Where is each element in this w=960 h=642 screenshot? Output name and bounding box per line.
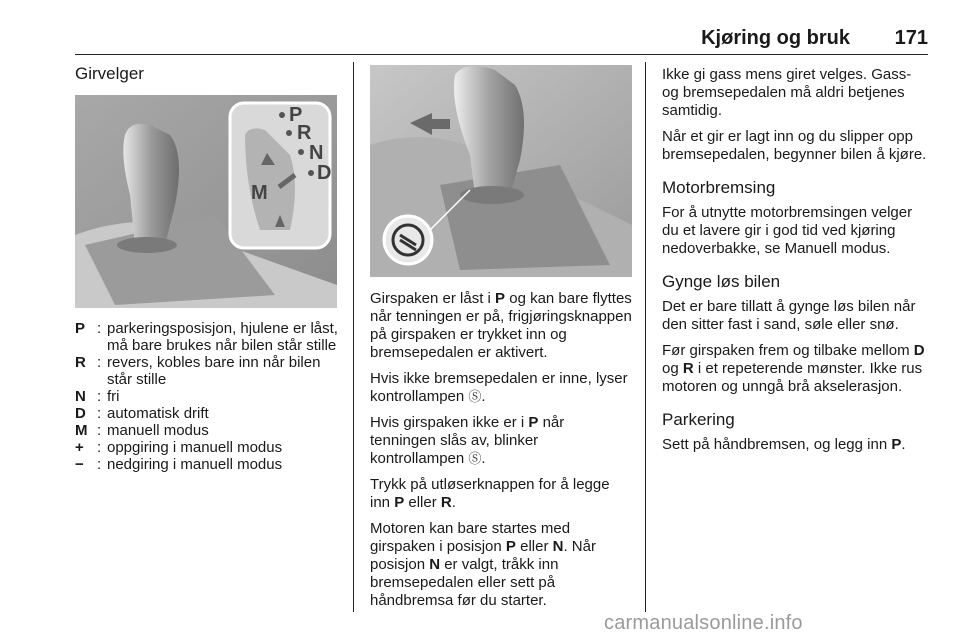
text: Trykk på utløserknappen for å legge inn (370, 476, 610, 511)
legend-colon: : (97, 405, 102, 422)
legend-desc: manuell modus (107, 422, 209, 439)
legend-row (75, 422, 343, 439)
gear-p: P (505, 538, 516, 555)
legend-key: M (75, 422, 88, 439)
column-divider-2 (645, 62, 646, 612)
paragraph: For å utnytte motorbremsingen velger du et lavere gir i god tid ved kjøring nedoverbakke, se Manuell modus. (662, 204, 913, 257)
middle-column (370, 290, 632, 618)
legend-row (75, 354, 343, 388)
gear-r: R (682, 360, 694, 377)
watermark: carmanualsonline.info (604, 612, 803, 634)
paragraph (370, 476, 632, 512)
right-column (662, 66, 930, 462)
gear-p: P (495, 290, 506, 307)
legend-colon: : (97, 456, 102, 473)
text: . (481, 450, 486, 467)
heading-parkering: Parkering (662, 410, 735, 429)
text: Hvis girspaken ikke er i (370, 414, 529, 431)
text: . (481, 388, 486, 405)
release-button-figure (370, 65, 632, 277)
heading-motorbremsing: Motorbremsing (662, 178, 776, 197)
gear-r: R (440, 494, 452, 511)
text: Sett på håndbremsen, og legg inn (662, 436, 892, 453)
page-number: 171 (894, 27, 928, 49)
gear-p: P (891, 436, 902, 453)
text: i et repeterende mønster. Ikke rus motoren og unngå brå akselerasjon. (662, 360, 923, 395)
text: når tenningen slås av, blinker kontrollampen (370, 414, 565, 467)
text: Girspaken er låst i (370, 290, 496, 307)
legend-colon: : (97, 354, 102, 371)
shift-label-n: N (309, 142, 324, 164)
legend-colon: : (97, 320, 102, 337)
text: eller (404, 494, 441, 511)
paragraph: Ikke gi gass mens giret velges. Gass- og bremsepedalen må aldri betjenes samtidig. (662, 66, 912, 119)
legend-key: + (75, 439, 84, 456)
legend-row (75, 439, 343, 456)
column-divider-1 (353, 62, 354, 612)
paragraph (370, 414, 632, 468)
paragraph (662, 342, 930, 396)
shift-label-r: R (297, 122, 312, 144)
paragraph (370, 290, 632, 362)
legend-desc: automatisk drift (107, 405, 209, 422)
legend-colon: : (97, 439, 102, 456)
gear-selector-figure (75, 95, 337, 308)
gear-p: P (394, 494, 405, 511)
text: Motoren kan bare startes med girspaken i posisjon (370, 520, 571, 555)
legend-row (75, 456, 343, 473)
paragraph: Når et gir er lagt inn og du slipper opp bremsepedalen, begynner bilen å kjøre. (662, 128, 927, 163)
text: . (451, 494, 456, 511)
text: er valgt, tråkk inn bremsepedalen eller sett på håndbremsa før du starter. (370, 556, 559, 609)
brake-warning-icon: Ⓢ (468, 451, 482, 466)
text: . Når posisjon (370, 538, 596, 573)
section-title-girvelger: Girvelger (75, 64, 144, 83)
legend-row (75, 405, 343, 422)
shift-label-m: M (251, 182, 268, 204)
legend-key: N (75, 388, 86, 405)
paragraph: Det er bare tillatt å gynge løs bilen når den sitter fast i sand, søle eller snø. (662, 298, 916, 333)
header-rule (75, 54, 928, 55)
text: Hvis ikke bremsepedalen er inne, lyser kontrollampen (370, 370, 628, 405)
gear-legend (75, 320, 343, 473)
shift-label-d: D (317, 162, 332, 184)
gear-n: N (552, 538, 564, 555)
legend-desc: revers, kobles bare inn når bilen står stille (107, 354, 321, 388)
text: og kan bare flyttes når tenningen er på, frigjøringsknappen på girspaken er trykket inn og bremsepedalen er aktivert. (370, 290, 632, 361)
legend-desc: oppgiring i manuell modus (107, 439, 283, 456)
legend-desc: parkeringsposisjon, hjulene er låst, må bare brukes når bilen står stille (107, 320, 338, 354)
gear-d: D (913, 342, 925, 359)
legend-desc: fri (107, 388, 120, 405)
heading-gynge-los: Gynge løs bilen (662, 272, 781, 291)
brake-warning-icon: Ⓢ (468, 389, 482, 404)
paragraph (662, 436, 930, 454)
text: Før girspaken frem og tilbake mellom (662, 342, 914, 359)
legend-colon: : (97, 388, 102, 405)
legend-row (75, 388, 343, 405)
paragraph (370, 520, 632, 610)
shift-label-p: P (289, 104, 303, 126)
text: . (901, 436, 906, 453)
text: eller (515, 538, 553, 555)
legend-desc: nedgiring i manuell modus (107, 456, 283, 473)
paragraph (370, 370, 632, 406)
page-header-title: Kjøring og bruk (701, 27, 850, 49)
gear-n: N (429, 556, 441, 573)
legend-key: D (75, 405, 86, 422)
legend-row (75, 320, 343, 354)
text: og (662, 360, 683, 377)
gear-p: P (528, 414, 539, 431)
legend-colon: : (97, 422, 102, 439)
legend-key: − (75, 456, 84, 473)
legend-key: P (75, 320, 86, 337)
legend-key: R (75, 354, 86, 371)
